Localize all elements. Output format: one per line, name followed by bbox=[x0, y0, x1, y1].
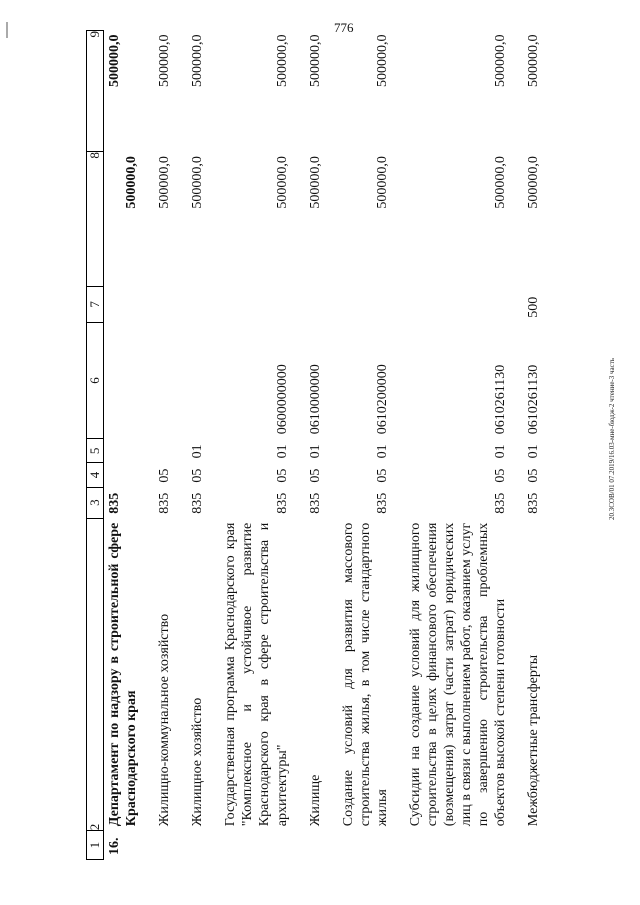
row-number bbox=[142, 831, 175, 860]
table-row bbox=[326, 31, 393, 860]
row-code-3: 835 bbox=[526, 492, 542, 514]
row-code-4: 05 bbox=[190, 468, 206, 483]
row-amount-8: 500000,0 bbox=[526, 156, 542, 209]
row-code-5: 01 bbox=[493, 444, 509, 459]
row-code-3: 835 bbox=[374, 492, 390, 514]
row-amount-9: 500000,0 bbox=[274, 34, 290, 87]
row-code-3: 835 bbox=[157, 492, 173, 514]
row-code-6: 0600000000 bbox=[274, 364, 290, 435]
row-name: Жилищное хозяйство bbox=[190, 697, 206, 827]
row-code-5: 01 bbox=[307, 444, 323, 459]
row-code-5: 01 bbox=[526, 444, 542, 459]
scan-edge-mark bbox=[6, 22, 8, 38]
header-col-4: 4 bbox=[87, 463, 104, 487]
row-amount-9: 500000,0 bbox=[493, 34, 509, 87]
row-code-7 bbox=[104, 287, 143, 323]
row-code-4 bbox=[104, 463, 143, 487]
table-row bbox=[104, 31, 143, 860]
row-code-4: 05 bbox=[374, 468, 390, 483]
page-number: 776 bbox=[334, 20, 354, 35]
row-amount-9: 500000,0 bbox=[190, 34, 206, 87]
header-col-5: 5 bbox=[87, 439, 104, 463]
row-code-7 bbox=[175, 287, 208, 323]
row-amount-8: 500000,0 bbox=[493, 156, 509, 209]
header-col-7: 7 bbox=[87, 287, 104, 323]
row-amount-9: 500000,0 bbox=[526, 34, 542, 87]
row-code-7 bbox=[326, 287, 393, 323]
row-amount-9: 500000,0 bbox=[107, 34, 122, 87]
row-code-3: 835 bbox=[274, 492, 290, 514]
table-row bbox=[393, 31, 511, 860]
row-name: Создание условий для развития массового строительства жилья, в том числе стандартного жилья bbox=[340, 522, 390, 827]
document-footer-code: 20.3СОВ/01 07.2019/16.03-мне-бюдж-2 чтение-3 часть bbox=[608, 358, 616, 520]
row-code-6: 0610200000 bbox=[374, 364, 390, 435]
row-code-7 bbox=[393, 287, 511, 323]
row-number bbox=[208, 831, 292, 860]
row-number bbox=[326, 831, 393, 860]
table-row bbox=[293, 31, 326, 860]
row-name: Жилище bbox=[307, 774, 323, 827]
row-code-4: 05 bbox=[526, 468, 542, 483]
row-code-7 bbox=[293, 287, 326, 323]
header-col-6: 6 bbox=[87, 322, 104, 438]
table-row bbox=[175, 31, 208, 860]
row-code-5: 01 bbox=[190, 444, 206, 459]
row-code-5 bbox=[104, 439, 143, 463]
header-row bbox=[87, 31, 104, 860]
row-amount-9: 500000,0 bbox=[157, 34, 173, 87]
table-row bbox=[208, 31, 292, 860]
row-amount-8: 500000,0 bbox=[374, 156, 390, 209]
row-amount-8: 500000,0 bbox=[157, 156, 173, 209]
row-code-4: 05 bbox=[157, 468, 173, 483]
row-code-6: 0610000000 bbox=[307, 364, 323, 435]
row-code-6 bbox=[175, 322, 208, 438]
row-code-5: 01 bbox=[274, 444, 290, 459]
table-row bbox=[142, 31, 175, 860]
table-row bbox=[511, 31, 544, 860]
budget-table bbox=[86, 30, 544, 860]
row-name: Субсидии на создание условий для жилищного строительства в целях финансового обеспечения (возмещения) затрат (части затрат) юридических лиц в связи с выполнением работ, оказанием услуг по завершению строительства проблемных объектов высокой степени готовности bbox=[407, 522, 509, 827]
row-code-6 bbox=[104, 322, 143, 438]
row-code-5 bbox=[142, 439, 175, 463]
row-number bbox=[293, 831, 326, 860]
budget-table-rotated bbox=[86, 30, 566, 860]
row-code-7 bbox=[208, 287, 292, 323]
row-code-3: 835 bbox=[307, 492, 323, 514]
row-name: Государственная программа Краснодарского края "Комплексное и устойчивое развитие Краснодарского края в сфере строительства и архитектуры" bbox=[223, 522, 290, 827]
row-amount-9: 500000,0 bbox=[374, 34, 390, 87]
row-number bbox=[393, 831, 511, 860]
row-code-7 bbox=[142, 287, 175, 323]
row-code-3: 835 bbox=[107, 492, 122, 514]
row-amount-8: 500000,0 bbox=[124, 156, 140, 209]
row-code-4: 05 bbox=[493, 468, 509, 483]
row-code-6 bbox=[142, 322, 175, 438]
row-code-7: 500 bbox=[526, 296, 542, 318]
row-number bbox=[175, 831, 208, 860]
row-code-6: 0610261130 bbox=[493, 364, 509, 435]
row-code-4: 05 bbox=[307, 468, 323, 483]
header-col-9: 9 bbox=[87, 31, 104, 152]
header-col-8: 8 bbox=[87, 152, 104, 287]
row-number bbox=[511, 831, 544, 860]
row-code-5: 01 bbox=[374, 444, 390, 459]
row-name: Межбюджетные трансферты bbox=[526, 654, 542, 827]
row-code-3: 835 bbox=[493, 492, 509, 514]
row-amount-9: 500000,0 bbox=[307, 34, 323, 87]
row-amount-8: 500000,0 bbox=[190, 156, 206, 209]
row-amount-8: 500000,0 bbox=[307, 156, 323, 209]
row-code-6: 0610261130 bbox=[526, 364, 542, 435]
header-col-2: 2 bbox=[87, 518, 104, 830]
row-name: Жилищно-коммунальное хозяйство bbox=[157, 613, 173, 827]
row-amount-8: 500000,0 bbox=[274, 156, 290, 209]
header-col-3: 3 bbox=[87, 487, 104, 518]
row-name: Департамент по надзору в строительной сфере Краснодарского края bbox=[107, 522, 140, 827]
header-col-1: 1 bbox=[87, 831, 104, 860]
row-code-3: 835 bbox=[190, 492, 206, 514]
row-code-4: 05 bbox=[274, 468, 290, 483]
row-number: 16. bbox=[107, 837, 122, 855]
